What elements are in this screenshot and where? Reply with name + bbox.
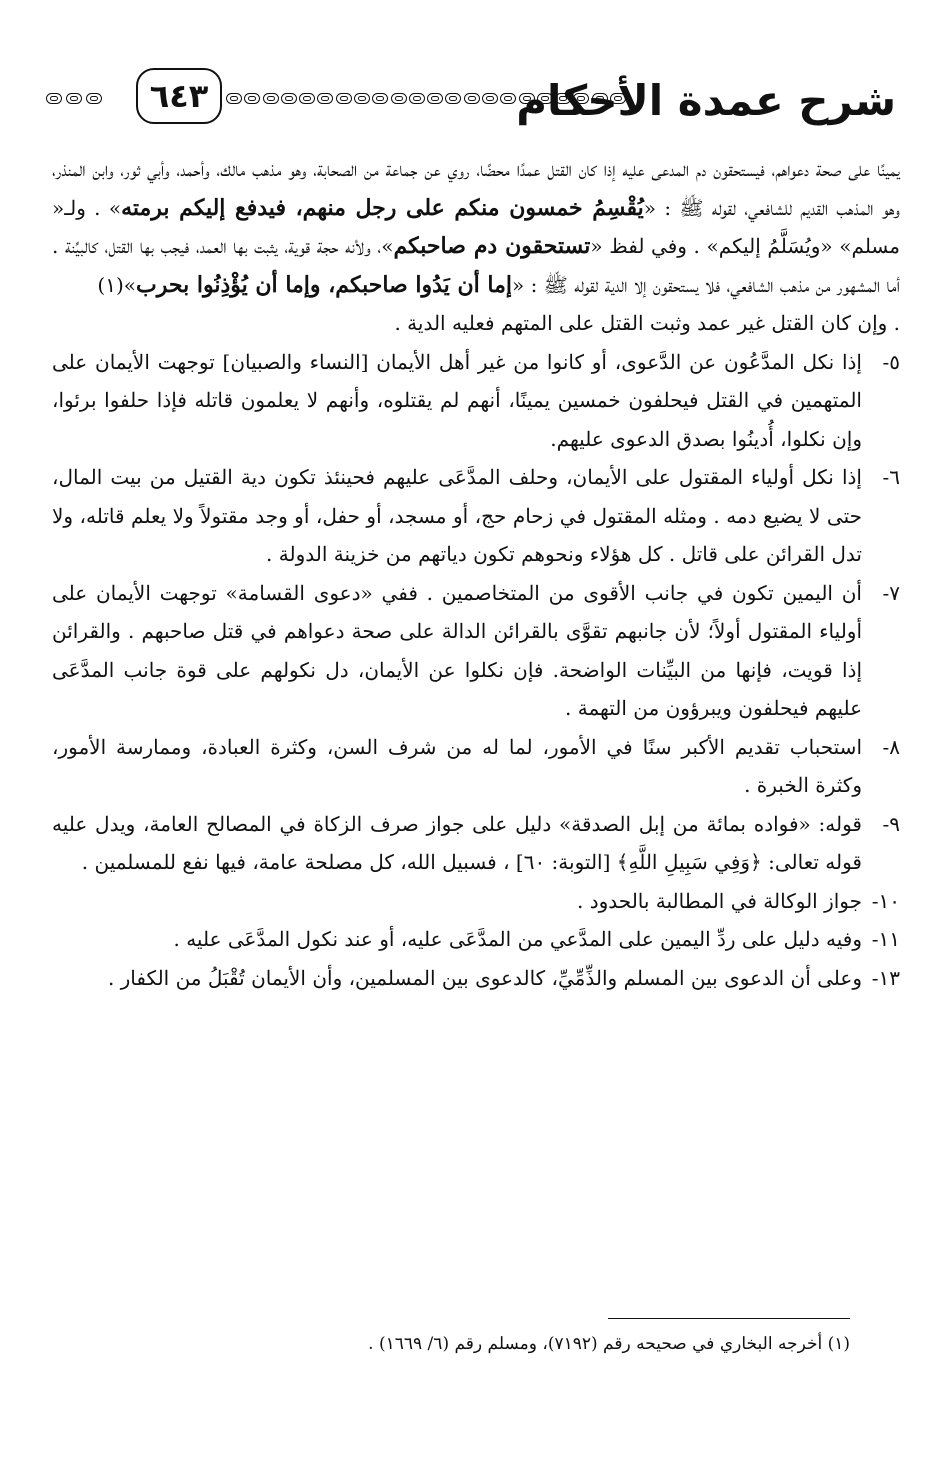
item-text: جواز الوكالة في المطالبة بالحدود . [577,888,862,913]
footnote-divider [608,1318,850,1319]
list-item [52,574,900,728]
item-number: ٧- [882,580,900,605]
item-number: ٩- [882,811,900,836]
list-item [52,728,900,805]
item-number: ١١- [871,927,900,951]
book-title: شرح عمدة الأحكام [516,76,896,125]
hadith-quote: إما أن يَدُوا صاحبكم، وإما أن يُؤْذِنُوا بحرب [136,271,512,298]
hadith-quote: يُقْسِمُ خمسون منكم على رجل منهم، فيدفع إليكم برمته [121,194,644,221]
item-text: أن اليمين تكون في جانب الأقوى من المتخاصمين . ففي «دعوى القسامة» توجهت الأيمان على أولياء المقتول أولاً؛ لأن جانبهم تقوَّى بالقرائن الدالة على صحة دعواهم في قتل صاحبهم . والقرائن إذا قويت، فإنها من البيِّنات الواضحة. فإن نكلوا عن الأيمان، دل نكولهم على قوة جانب المدَّعَى عليهم فيحلفون ويبرؤون من التهمة . [52,580,862,720]
list-item [52,458,900,574]
intro-paragraph: يمينًا على صحة دعواهم، فيستحقون دم المدعى عليه إذا كان القتل عمدًا محضًا، روي عن جماعة من الصحابة، وهو مذهب مالك، وأحمد، وأبي ثور، وابن المنذر، وهو المذهب القديم للشافعي، لقوله ﷺ : «يُقْسِمُ خمسون منكم على رجل منهم، فيدفع إليكم برمته» . ولـ« مسلم» «ويُسَلَّمُ إليكم» . وفي لفظ «تستحقون دم صاحبكم»، ولأنه حجة قوية، يثبت بها العمد، فيجب بها القتل، كالبيِّنة . أما المشهور من مذهب الشافعي، فلا يستحقون إلا الدية لقوله ﷺ : «إما أن يَدُوا صاحبكم، وإما أن يُؤْذِنُوا بحرب»(١) [52,157,900,298]
item-number: ١٠- [871,888,900,913]
item-number: ٨- [882,734,900,759]
list-item [52,959,900,998]
body-text [52,150,900,997]
item-number: ٦- [882,465,900,489]
list-item [52,805,900,882]
item-text: وعلى أن الدعوى بين المسلم والذِّمِّيِّ، كالدعوى بين المسلمين، وأن الأيمان تُقْبَلُ من الكفار . [107,965,862,990]
item-text: إذا نكل المدَّعُون عن الدَّعوى، أو كانوا من غير أهل الأيمان [النساء والصبيان] توجهت الأيمان على المتهمين في القتل فيحلفون خمسين يمينًا، أنهم لم يقتلوه، وأنهم لا يعلمون قاتله فإذا حلفوا برئوا، وإن نكلوا، أُدينُوا بصدق الدعوى عليهم. [52,349,862,451]
hadith-quote: تستحقون دم صاحبكم [393,233,591,259]
intro-closing-line: . وإن كان القتل غير عمد وثبت القتل على المتهم فعليه الدية . [394,311,900,335]
footnote: (١) أخرجه البخاري في صحيحه رقم (٧١٩٢)، ومسلم رقم (٦/ ١٦٦٩) . [368,1334,850,1354]
item-number: ٥- [882,349,900,374]
list-item [52,882,900,921]
item-number: ١٣- [871,965,900,990]
page-number: ٦٤٣ [136,68,222,124]
footnote-marker: »(١) [97,272,137,297]
item-text: وفيه دليل على ردِّ اليمين على المدَّعي من المدَّعَى عليه، أو عند نكول المدَّعَى عليه . [173,927,862,951]
item-text: قوله: «فواده بمائة من إبل الصدقة» دليل على جواز صرف الزكاة في المصالح العامة، ويدل عليه قوله تعالى: ﴿وَفِي سَبِيلِ اللَّهِ﴾ [التوبة: ٦٠] ، فسبيل الله، كل مصلحة عامة، فيها نفع للمسلمين . [52,811,862,874]
list-item [52,343,900,459]
header-ornament-left [46,90,102,106]
item-text: استحباب تقديم الأكبر سنًا في الأمور، لما له من شرف السن، وكثرة العبادة، وممارسة الأمور، وكثرة الخبرة . [52,734,862,797]
page-header [46,68,896,134]
item-text: إذا نكل أولياء المقتول على الأيمان، وحلف المدَّعَى عليهم فحينئذ تكون دية القتيل من بيت المال، حتى لا يضيع دمه . ومثله المقتول في زحام حج، أو مسجد، أو حفل، أو وجد مقتولاً ولا يعلم قاتله، ولا تدل القرائن على قاتل . كل هؤلاء ونحوهم تكون دياتهم من خزينة الدولة . [52,465,862,566]
list-item [52,920,900,959]
